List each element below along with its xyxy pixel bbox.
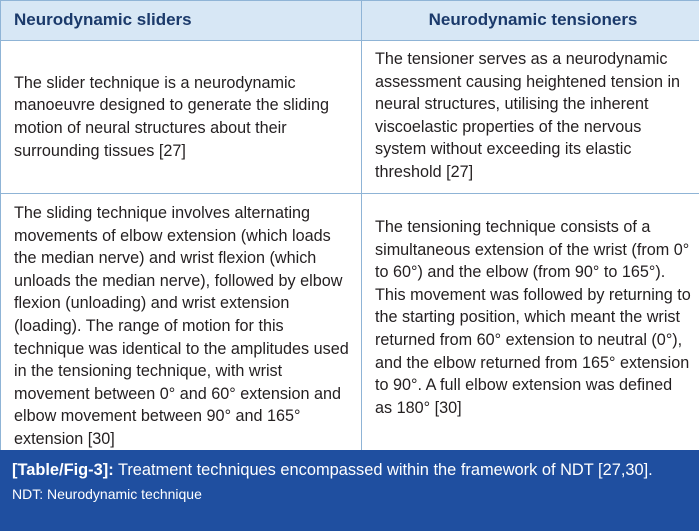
slider-technique-cell: The sliding technique involves alternating movements of elbow extension (which loads the median nerve) and wrist flexion (which unloads the median nerve), followed by elbow flexion (unloading) and wrist extension (loading). The range of motion for this technique was identical to the amplitudes used in the tensioning technique, with wrist movement between 0° and 60° extension and elbow movement between 90° and 165° extension [30] (1, 194, 362, 479)
figure-caption (0, 450, 699, 531)
tensioner-definition-cell: The tensioner serves as a neurodynamic assessment causing heightened tension in neural structures, utilising the inherent viscoelastic properties of the nervous system without exceeding its elastic threshold [27] (362, 41, 699, 194)
tensioner-technique-cell: The tensioning technique consists of a simultaneous extension of the wrist (from 0° to 60°) and the elbow (from 90° to 165°). This movement was followed by returning to the starting position, which meant the wrist returned from 60° extension to neutral (0°), and the elbow returned from 165° extension to 90°. A full elbow extension was defined as 180° [30] (362, 194, 699, 479)
table-header-row (1, 1, 699, 41)
caption-text: Treatment techniques encompassed within the framework of NDT [27,30]. (113, 461, 653, 479)
slider-definition-cell: The slider technique is a neurodynamic manoeuvre designed to generate the sliding motion of neural structures about their surrounding tissues [27] (1, 41, 362, 194)
caption-note: NDT: Neurodynamic technique (12, 486, 202, 502)
caption-main (12, 459, 689, 481)
caption-label: [Table/Fig-3]: (12, 461, 114, 479)
header-sliders: Neurodynamic sliders (1, 1, 362, 41)
header-tensioners: Neurodynamic tensioners (362, 1, 699, 41)
table-row (1, 194, 699, 479)
table-row (1, 41, 699, 194)
